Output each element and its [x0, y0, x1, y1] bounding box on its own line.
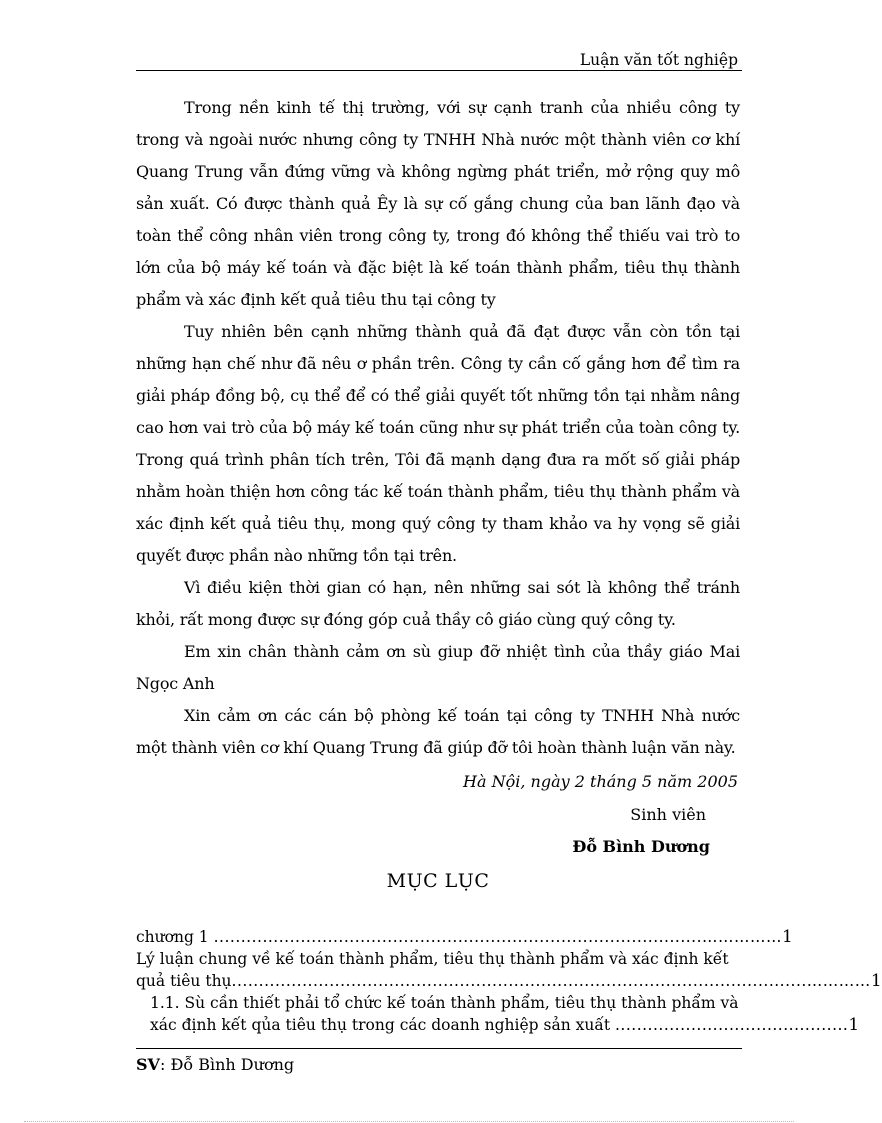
header-title: Luận văn tốt nghiệp — [579, 51, 738, 69]
paragraph-2: Tuy nhiên bên cạnh những thành quả đã đạt được vẫn còn tồn tại những hạn chế như đã nêu ơ phần trên. Công ty cần cố gắng hơn để tìm ra giải pháp đồng bộ, cụ thể để có thể giải quyết tốt những tồn tại nhằm nâng cao hơn vai trò của bộ máy kế toán cũng như sự phát triển của toàn công ty. Trong quá trình phân tích trên, Tôi đã mạnh dạng đưa ra mốt số giải pháp nhằm hoàn thiện hơn công tác kế toán thành phẩm, tiêu thụ thành phẩm và xác định kết quả tiêu thụ, mong quý công ty tham khảo va hy vọng sẽ giải quyết được phần nào những tồn tại trên. — [136, 322, 740, 565]
page-boundary — [24, 1121, 794, 1122]
paragraph-3: Vì điều kiện thời gian có hạn, nên những sai sót là không thể tránh khỏi, rất mong được sự đóng góp cuả thầy cô giáo cùng quý công ty. — [136, 578, 740, 629]
body-text — [136, 92, 740, 764]
toc-leader-dots: ..........................................................................................…………… — [213, 928, 783, 946]
signature-role: Sinh viên — [630, 805, 706, 824]
signature-name: Đỗ Bình Dương — [572, 837, 710, 856]
toc-leader-dots: ..........................................................................................................………… — [231, 972, 871, 990]
toc-entry[interactable] — [136, 926, 793, 948]
paragraph-5: Xin cảm ơn các cán bộ phòng kế toán tại công ty TNHH Nhà nước một thành viên cơ khí Quang Trung đã giúp đỡ tôi hoàn thành luận văn này. — [136, 706, 740, 757]
toc-entry-line[interactable]: Lý luận chung về kế toán thành phẩm, tiêu thụ thành phẩm và xác định kết — [136, 950, 729, 968]
footer-rule — [136, 1048, 742, 1049]
toc-entry[interactable] — [136, 1014, 860, 1036]
toc-entry-text: quả tiêu thụ — [136, 972, 232, 990]
footer-name: : Đỗ Bình Dương — [159, 1055, 295, 1074]
toc-entry-page: 1 — [870, 971, 882, 991]
paragraph-4: Em xin chân thành cảm ơn sù giup đỡ nhiệt tình của thầy giáo Mai Ngọc Anh — [136, 642, 740, 693]
toc-entry-page: 1 — [782, 927, 793, 947]
paragraph-1: Trong nền kinh tế thị trường, với sự cạnh tranh của nhiều công ty trong và ngoài nước nhưng công ty TNHH Nhà nước một thành viên cơ khí Quang Trung vẫn đứng vững và không ngừng phát triển, mở rộng quy mô sản xuất. Có được thành quả Êy là sự cố gắng chung của ban lãnh đạo và toàn thể công nhân viên trong công ty, trong đó không thể thiếu vai trò to lớn của bộ máy kế toán và đặc biệt là kế toán thành phẩm, tiêu thụ thành phẩm và xác định kết quả tiêu thu tại công ty — [136, 98, 740, 309]
toc-entry-line[interactable]: 1.1. Sù cần thiết phải tổ chức kế toán thành phẩm, tiêu thụ thành phẩm và — [150, 994, 739, 1012]
signature-date: Hà Nội, ngày 2 tháng 5 năm 2005 — [463, 772, 738, 791]
footer-label: SV — [136, 1055, 160, 1074]
toc-entry-text: xác định kết qủa tiêu thụ trong các doanh nghiệp sản xuất — [150, 1016, 615, 1034]
toc-entry[interactable] — [136, 970, 882, 992]
toc-entry-text: chương 1 — [136, 928, 214, 946]
toc-entry-page: 1 — [848, 1015, 860, 1035]
footer — [136, 1055, 294, 1074]
toc-leader-dots: ........................................... — [614, 1016, 849, 1034]
toc-title: MỤC LỤC — [386, 870, 490, 892]
table-of-contents — [136, 926, 882, 1036]
header-rule — [136, 70, 742, 71]
